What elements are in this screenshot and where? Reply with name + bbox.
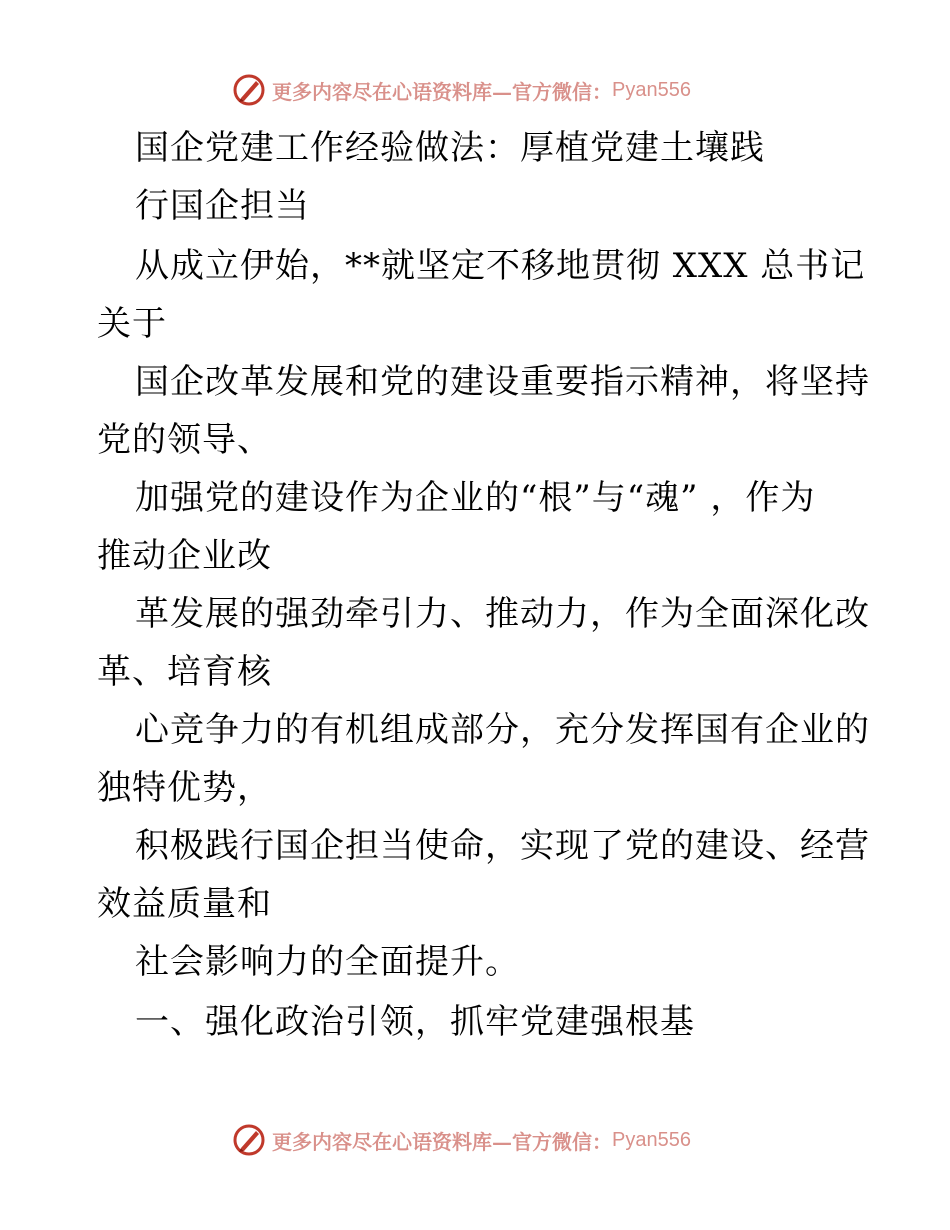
header-watermark [232,72,691,108]
paragraph-line: 从成立伊始，**就坚定不移地贯彻 XXX 总书记 [135,246,866,286]
paragraph-line: 党的领导、 [97,420,272,460]
watermark-text: 更多内容尽在心语资料库—官方微信： [272,1129,612,1154]
section-heading: 一、强化政治引领，抓牢党建强根基 [135,1002,695,1042]
footer-watermark [232,1122,691,1158]
paragraph-line: 革发展的强劲牵引力、推动力，作为全面深化改 [135,594,870,634]
paragraph-line: 革、培育核 [97,652,272,692]
paragraph-line: 社会影响力的全面提升。 [135,942,520,982]
paragraph-line: 心竞争力的有机组成部分，充分发挥国有企业的 [135,710,870,750]
pen-logo-icon [232,1123,266,1157]
paragraph-line: 国企改革发展和党的建设重要指示精神，将坚持 [135,362,870,402]
paragraph-line: 效益质量和 [97,884,272,924]
paragraph-line: 关于 [97,304,167,344]
paragraph-line: 积极践行国企担当使命，实现了党的建设、经营 [135,826,870,866]
watermark-id: Pyan556 [612,78,691,101]
title-line-2: 行国企担当 [135,186,310,226]
paragraph-line: 推动企业改 [97,536,272,576]
paragraph-line: 独特优势， [97,768,272,808]
paragraph-line: 加强党的建设作为企业的“根”与“魂” ，作为 [135,478,816,518]
watermark-text: 更多内容尽在心语资料库—官方微信： [272,79,612,104]
watermark-id: Pyan556 [612,1128,691,1151]
title-line-1: 国企党建工作经验做法：厚植党建土壤践 [135,128,765,168]
pen-logo-icon [232,73,266,107]
